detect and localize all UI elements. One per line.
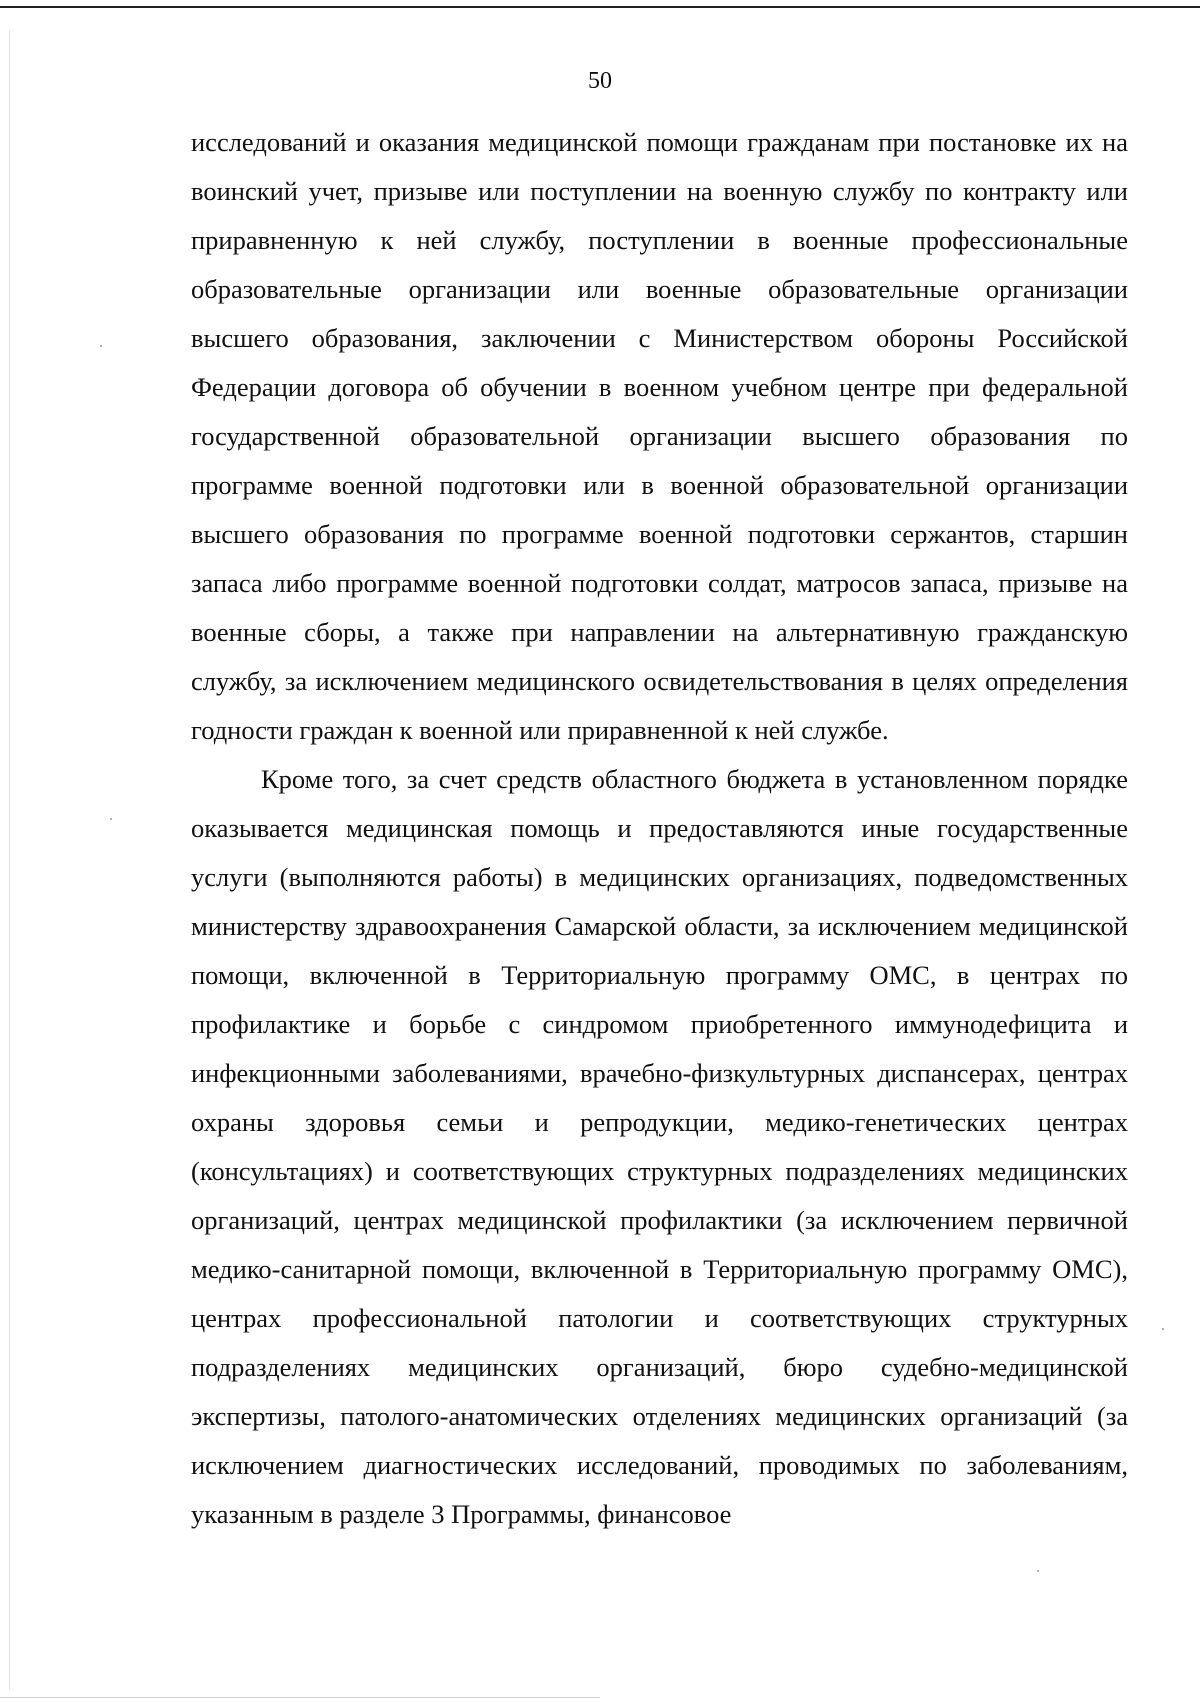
left-edge-shadow [9, 30, 10, 1690]
document-body [191, 118, 1128, 1539]
scan-speck [1162, 1328, 1164, 1330]
paragraph-continuation: исследований и оказания медицинской помощи гражданам при постановке их на воинский учет, призыве или поступлении на военную службу по контракту или приравненную к ней службу, поступлении в военные профессиональные образовательные организации или военные образовательные организации высшего образования, заключении с Министерством обороны Российской Федерации договора об обучении в военном учебном центре при федеральной государственной образовательной организации высшего образования по программе военной подготовки или в военной образовательной организации высшего образования по программе военной подготовки сержантов, старшин запаса либо программе военной подготовки солдат, матросов запаса, призыве на военные сборы, а также при направлении на альтернативную гражданскую службу, за исключением медицинского освидетельствования в целях определения годности граждан к военной или приравненной к ней службе. [191, 127, 1128, 745]
scan-speck [100, 345, 102, 347]
paragraph-regional-budget: Кроме того, за счет средств областного бюджета в установленном порядке оказывается медицинская помощь и предоставляются иные государственные услуги (выполняются работы) в медицинских организациях, подведомственных министерству здравоохранения Самарской области, за исключением медицинской помощи, включенной в Территориальную программу ОМС, в центрах по профилактике и борьбе с синдромом приобретенного иммунодефицита и инфекционными заболеваниями, врачебно-физкультурных диспансерах, центрах охраны здоровья семьи и репродукции, медико-генетических центрах (консультациях) и соответствующих структурных подразделениях медицинских организаций, центрах медицинской профилактики (за исключением первичной медико-санитарной помощи, включенной в Территориальную программу ОМС), центрах профессиональной патологии и соответствующих структурных подразделениях медицинских организаций, бюро судебно-медицинской экспертизы, патолого-анатомических отделениях медицинских организаций (за исключением диагностических исследований, проводимых по заболеваниям, указанным в разделе 3 Программы, финансовое [191, 764, 1128, 1529]
scan-speck [110, 818, 112, 820]
scan-speck [1037, 1570, 1039, 1572]
bottom-edge-rule [0, 1697, 600, 1698]
top-edge-rule [0, 6, 1200, 8]
page-number: 50 [588, 68, 612, 94]
